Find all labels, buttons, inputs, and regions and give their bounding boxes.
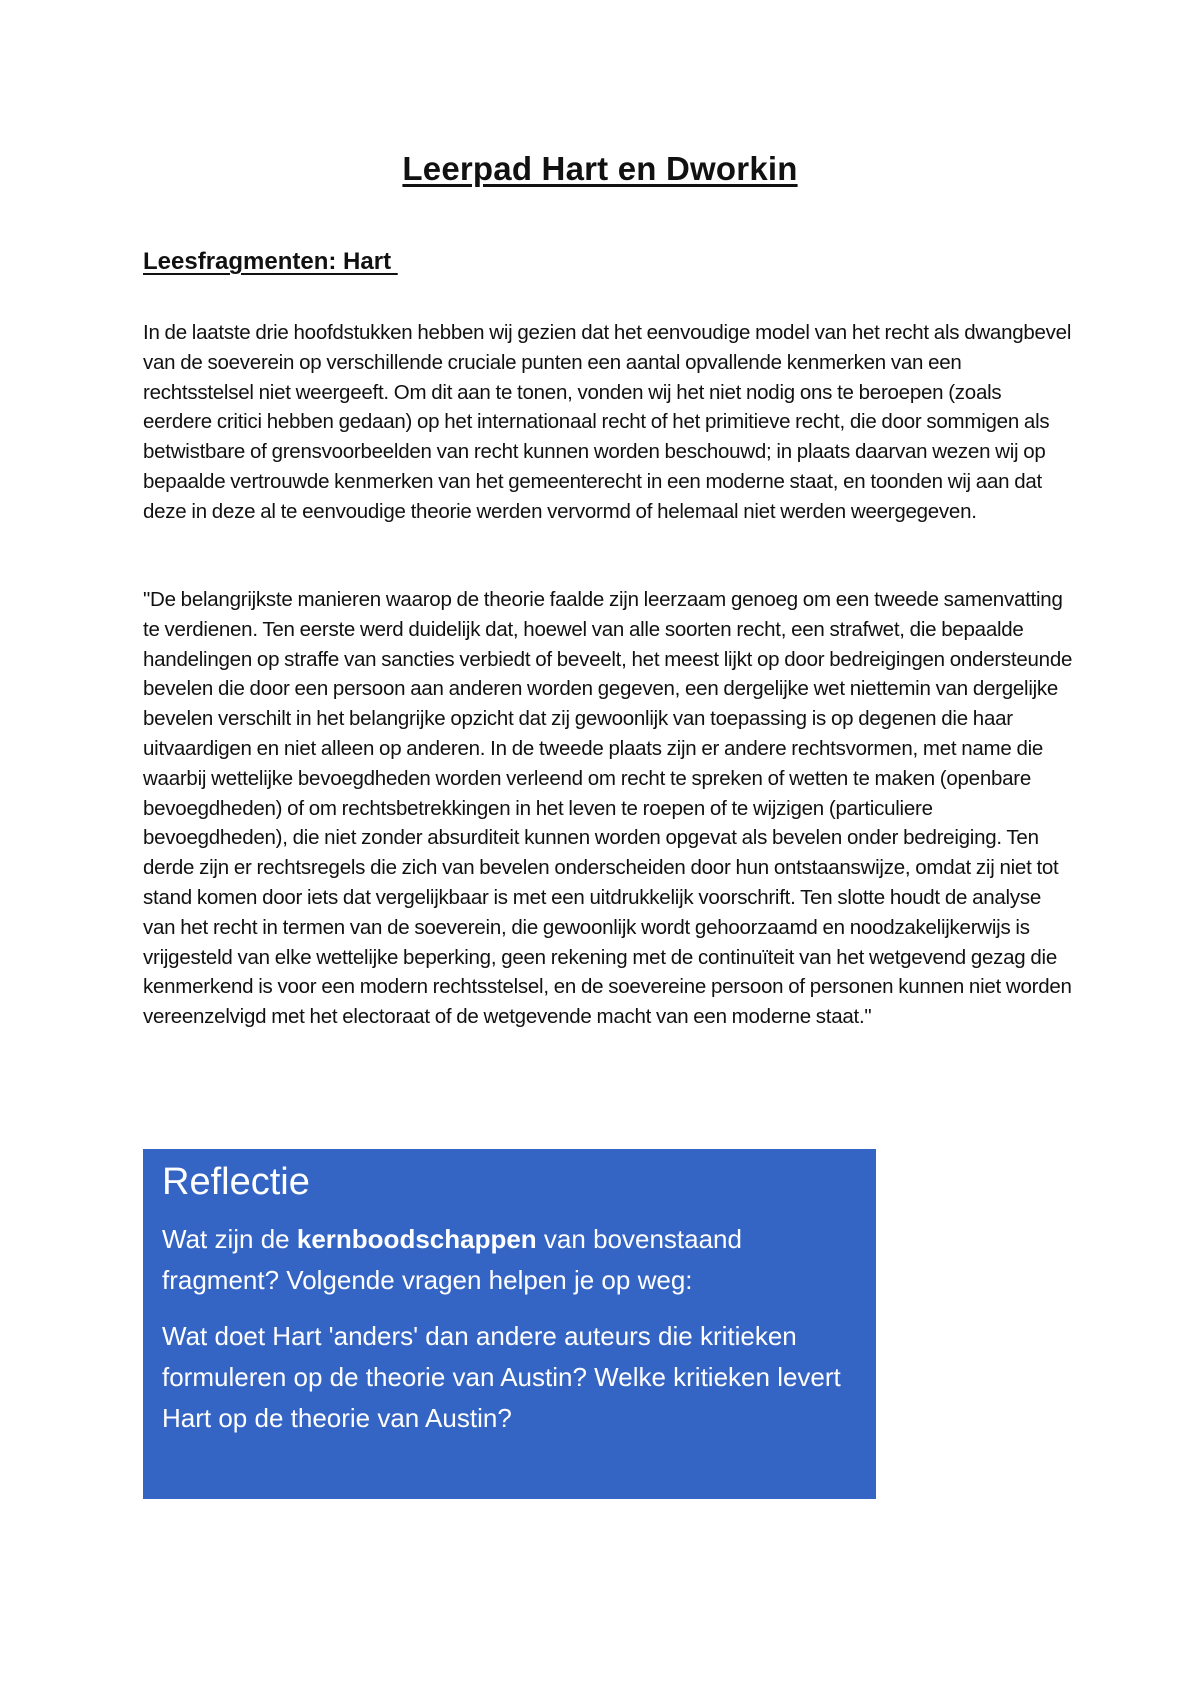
reflection-question-1 xyxy=(162,1219,858,1301)
paragraph-quote: "De belangrijkste manieren waarop de theorie faalde zijn leerzaam genoeg om een tweede samenvatting te verdienen. Ten eerste werd duidelijk dat, hoewel van alle soorten recht, een strafwet, die bepaalde handelingen op straffe van sancties verbiedt of beveelt, het meest lijkt op door bedreigingen ondersteunde bevelen die door een persoon aan anderen worden gegeven, een dergelijke wet niettemin van dergelijke bevelen verschilt in het belangrijke opzicht dat zij gewoonlijk van toepassing is op degenen die haar uitvaardigen en niet alleen op anderen. In de tweede plaats zijn er andere rechtsvormen, met name die waarbij wettelijke bevoegdheden worden verleend om recht te spreken of wetten te maken (openbare bevoegdheden) of om rechtsbetrekkingen in het leven te roepen of te wijzigen (particuliere bevoegdheden), die niet zonder absurditeit kunnen worden opgevat als bevelen onder bedreiging. Ten derde zijn er rechtsregels die zich van bevelen onderscheiden door hun ontstaanswijze, omdat zij niet tot stand komen door iets dat vergelijkbaar is met een uitdrukkelijk voorschrift. Ten slotte houdt de analyse van het recht in termen van de soeverein, die gewoonlijk wordt gehoorzaamd en noodzakelijkerwijs is vrijgesteld van elke wettelijke beperking, geen rekening met de continuïteit van het wetgevend gezag die kenmerkend is voor een modern rechtsstelsel, en de soevereine persoon of personen kunnen niet worden vereenzelvigd met het electoraat of de wetgevende macht van een moderne staat." xyxy=(143,588,1073,1029)
paragraph-intro: In de laatste drie hoofdstukken hebben wij gezien dat het eenvoudige model van het recht als dwangbevel van de soeverein op verschillende cruciale punten een aantal opvallende kenmerken van een rechtsstelsel niet weergeeft. Om dit aan te tonen, vonden wij het niet nodig ons te beroepen (zoals eerdere critici hebben gedaan) op het internationaal recht of het primitieve recht, die door sommigen als betwistbare of grensvoorbeelden van recht kunnen worden beschouwd; in plaats daarvan wezen wij op bepaalde vertrouwde kenmerken van het gemeenterecht in een moderne staat, en toonden wij aan dat deze in deze al te eenvoudige theorie werden vervormd of helemaal niet werden weergegeven. xyxy=(143,321,1072,523)
document-title: Leerpad Hart en Dworkin xyxy=(402,150,798,187)
reflection-q1-after: van bovenstaand fragment? Volgende vragen helpen je op weg: xyxy=(162,1224,742,1295)
reflection-title: Reflectie xyxy=(162,1161,310,1203)
section-heading: Leesfragmenten: Hart xyxy=(143,248,398,275)
reflection-q1-emphasis: kernboodschappen xyxy=(296,1224,537,1254)
reflection-box xyxy=(143,1149,876,1499)
reflection-question-2: Wat doet Hart 'anders' dan andere auteurs die kritieken formuleren op de theorie van Austin? Welke kritieken levert Hart op de theorie van Austin? xyxy=(162,1321,841,1433)
reflection-q1-before: Wat zijn de xyxy=(162,1224,297,1254)
